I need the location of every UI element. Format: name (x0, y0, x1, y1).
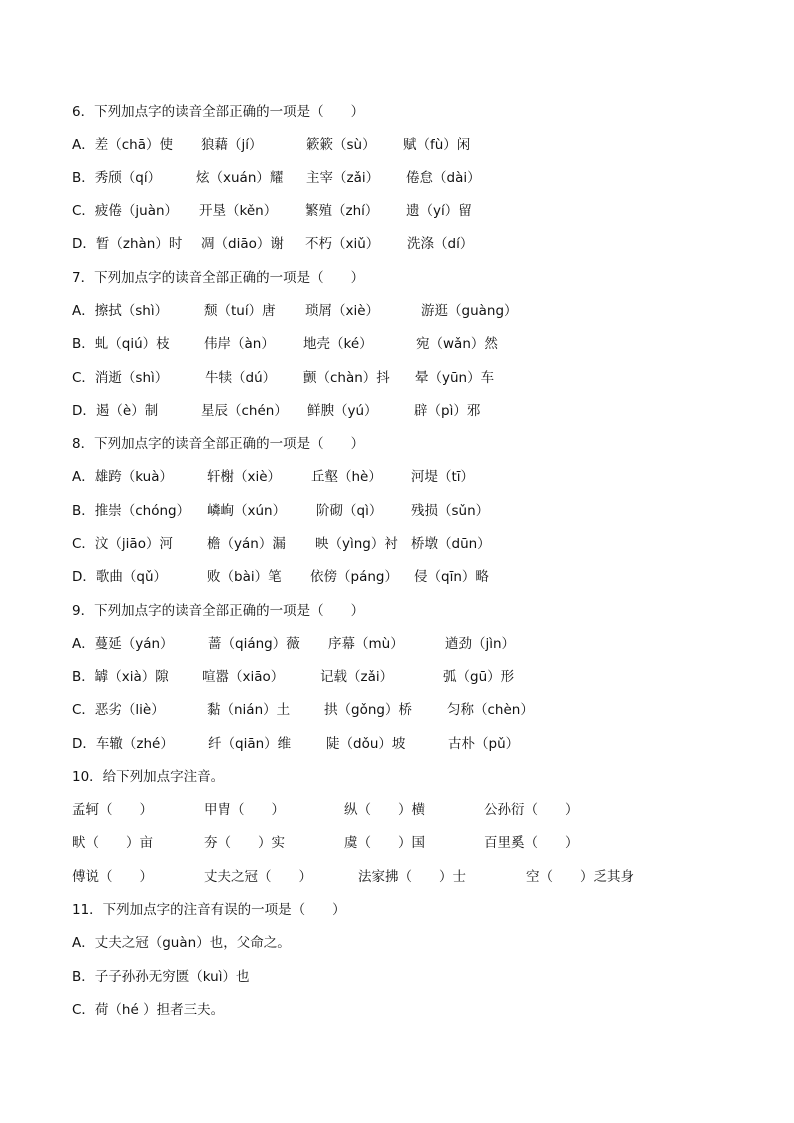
q6-b-item-4: 倦怠（dài） (406, 170, 481, 186)
q10-r2-item-2: 夯（ ）实 (204, 835, 285, 851)
question-6-title: 6．下列加点字的读音全部正确的一项是（ ） (72, 104, 365, 120)
q6-d-item-1: D．暂（zhàn）时 (72, 236, 183, 252)
q8-d-item-3: 依傍（páng） (310, 569, 398, 585)
q6-a-item-1: A．差（chā）使 (72, 137, 173, 153)
q7-d-item-1: D．遏（è）制 (72, 403, 159, 419)
q10-r1-item-2: 甲胄（ ） (204, 802, 285, 818)
q7-c-item-1: C．消逝（shì） (72, 370, 169, 386)
q6-c-item-3: 繁殖（zhí） (305, 203, 379, 219)
q9-a-item-3: 序幕（mù） (328, 636, 404, 652)
question-11-option-b: B．子子孙孙无穷匮（kuì）也 (72, 969, 250, 985)
q8-b-item-2: 嶙峋（xún） (207, 503, 287, 519)
q6-d-item-2: 凋（diāo）谢 (201, 236, 284, 252)
q7-d-item-3: 鲜腴（yú） (307, 403, 378, 419)
q10-r2-item-4: 百里奚（ ） (484, 835, 579, 851)
q8-b-item-4: 残损（sǔn） (411, 503, 490, 519)
q6-d-item-3: 不朽（xiǔ） (305, 236, 380, 252)
q10-r1-item-4: 公孙衍（ ） (484, 802, 579, 818)
q10-r2-item-3: 虞（ ）国 (344, 835, 425, 851)
q8-a-item-2: 轩榭（xiè） (207, 469, 282, 485)
q9-a-item-1: A．蔓延（yán） (72, 636, 174, 652)
q10-r3-item-3: 法家拂（ ）士 (358, 869, 466, 885)
question-7-title: 7．下列加点字的读音全部正确的一项是（ ） (72, 270, 365, 286)
q9-c-item-2: 黏（nián）土 (207, 702, 291, 718)
q7-b-item-3: 地壳（ké） (303, 336, 373, 352)
q9-d-item-3: 陡（dǒu）坡 (326, 736, 406, 752)
q9-c-item-4: 匀称（chèn） (447, 702, 534, 718)
q10-r2-item-1: 畎（ ）亩 (72, 835, 153, 851)
q8-d-item-4: 侵（qīn）略 (414, 569, 489, 585)
q6-a-item-3: 簌簌（sù） (306, 137, 376, 153)
question-11-option-a: A．丈夫之冠（guàn）也，父命之。 (72, 935, 291, 951)
q9-d-item-1: D．车辙（zhé） (72, 736, 174, 752)
question-10-title: 10．给下列加点字注音。 (72, 769, 225, 785)
q10-r3-item-4: 空（ ）乏其身 (526, 869, 634, 885)
q8-d-item-1: D．歌曲（qǔ） (72, 569, 168, 585)
q7-b-item-1: B．虬（qiú）枝 (72, 336, 170, 352)
q8-c-item-1: C．汶（jiāo）河 (72, 536, 173, 552)
q10-r1-item-3: 纵（ ）横 (344, 802, 425, 818)
q8-a-item-4: 河堤（tī） (411, 469, 475, 485)
q6-a-item-2: 狼藉（jí） (201, 137, 263, 153)
q7-c-item-2: 牛犊（dú） (205, 370, 277, 386)
question-9-title: 9．下列加点字的读音全部正确的一项是（ ） (72, 603, 365, 619)
q8-b-item-1: B．推崇（chóng） (72, 503, 191, 519)
q6-a-item-4: 赋（fù）闲 (403, 137, 471, 153)
q9-b-item-2: 喧嚣（xiāo） (202, 669, 285, 685)
question-11-title: 11．下列加点字的注音有误的一项是（ ） (72, 902, 346, 918)
q9-a-item-4: 遒劲（jìn） (445, 636, 516, 652)
q9-b-item-3: 记载（zǎi） (320, 669, 394, 685)
q6-b-item-2: 炫（xuán）耀 (196, 170, 284, 186)
q7-a-item-4: 游逛（guàng） (421, 303, 518, 319)
q7-d-item-2: 星辰（chén） (201, 403, 288, 419)
q8-c-item-2: 檐（yán）漏 (207, 536, 286, 552)
q6-b-item-1: B．秀颀（qí） (72, 170, 162, 186)
q7-d-item-4: 辟（pì）邪 (414, 403, 481, 419)
question-11-option-c: C．荷（hé ）担者三夫。 (72, 1002, 225, 1018)
q8-c-item-3: 映（yìng）衬 (315, 536, 398, 552)
q9-d-item-4: 古朴（pǔ） (448, 736, 520, 752)
q7-c-item-3: 颤（chàn）抖 (303, 370, 390, 386)
q7-a-item-3: 琐屑（xiè） (305, 303, 380, 319)
q8-a-item-1: A．雄跨（kuà） (72, 469, 173, 485)
q9-c-item-3: 拱（gǒng）桥 (324, 702, 412, 718)
q7-c-item-4: 晕（yūn）车 (415, 370, 495, 386)
q6-c-item-2: 开垦（kěn） (199, 203, 278, 219)
q8-d-item-2: 败（bài）笔 (207, 569, 282, 585)
q7-a-item-1: A．擦拭（shì） (72, 303, 169, 319)
q6-b-item-3: 主宰（zǎi） (306, 170, 380, 186)
q10-r3-item-2: 丈夫之冠（ ） (204, 869, 312, 885)
q6-c-item-4: 遗（yí）留 (406, 203, 472, 219)
q9-b-item-1: B．罅（xià）隙 (72, 669, 169, 685)
q10-r1-item-1: 孟轲（ ） (72, 802, 153, 818)
q9-b-item-4: 弧（gū）形 (443, 669, 515, 685)
q7-a-item-2: 颓（tuí）唐 (204, 303, 276, 319)
question-8-title: 8．下列加点字的读音全部正确的一项是（ ） (72, 436, 365, 452)
q10-r3-item-1: 傅说（ ） (72, 869, 153, 885)
q8-b-item-3: 阶砌（qì） (316, 503, 383, 519)
q7-b-item-4: 宛（wǎn）然 (416, 336, 498, 352)
q8-c-item-4: 桥墩（dūn） (411, 536, 491, 552)
q9-c-item-1: C．恶劣（liè） (72, 702, 165, 718)
q7-b-item-2: 伟岸（àn） (204, 336, 275, 352)
q6-d-item-4: 洗涤（dí） (407, 236, 474, 252)
q9-d-item-2: 纤（qiān）维 (208, 736, 292, 752)
q6-c-item-1: C．疲倦（juàn） (72, 203, 179, 219)
q9-a-item-2: 蔷（qiáng）薇 (208, 636, 300, 652)
q8-a-item-3: 丘壑（hè） (311, 469, 382, 485)
